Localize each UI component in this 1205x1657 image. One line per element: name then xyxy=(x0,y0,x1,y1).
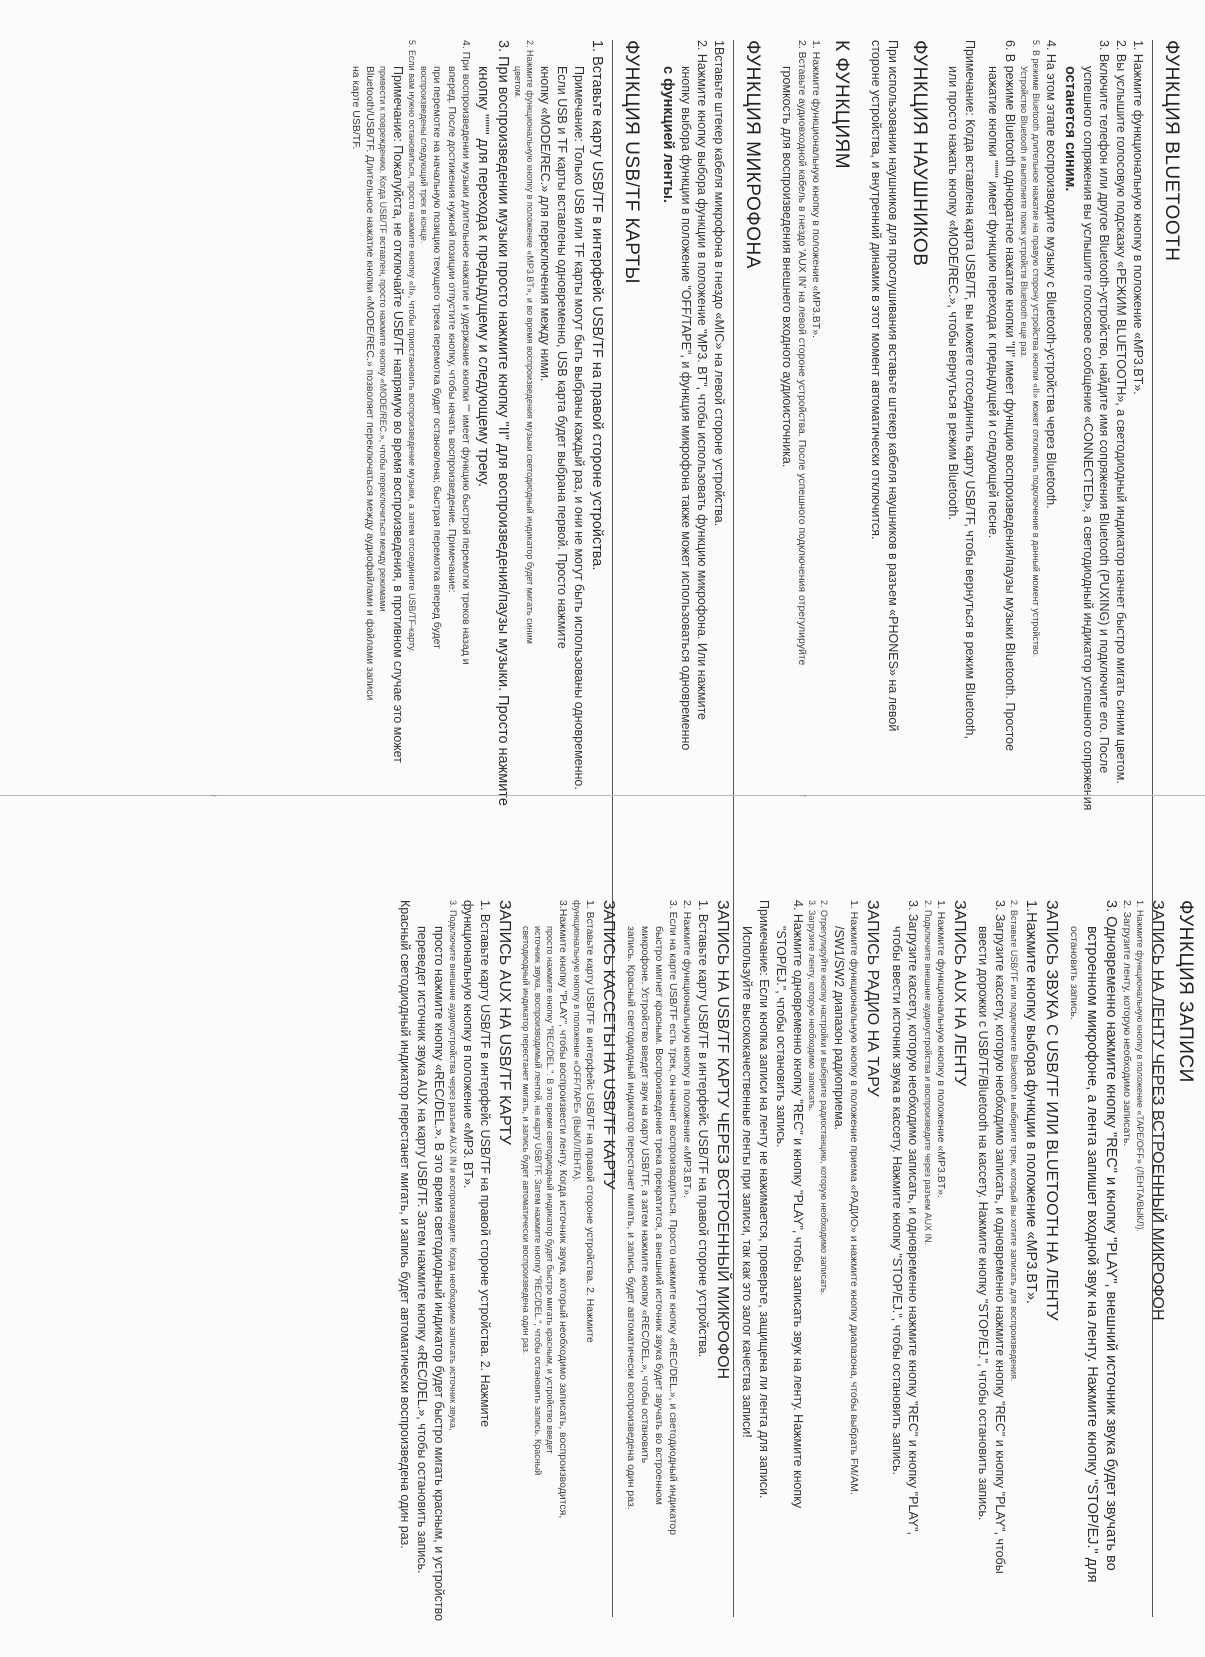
rec-radio-step-2: 2. Отрегулируйте кнопку настройки и выберите радиостанцию, которую необходимо записать. xyxy=(818,900,829,1296)
bt-step-6-cont: нажатие кнопки """" имеет функцию перехода к предыдущей и следующей песне. xyxy=(986,66,1001,539)
bt-step-3: 3. Включите телефон или другое Bluetooth-устройство, найдите имя сопряжения Bluetooth (PUXING) и подключите его. После xyxy=(1097,40,1112,774)
rec-aux-usb-step-1: 1. Вставьте карту USB/TF в интерфейс USB/TF на правой стороне устройства. 2. Нажмите xyxy=(478,900,493,1428)
subsection-title-tape-usb: ЗАПИСЬ КАССЕТЫ НА USB/TF КАРТУ xyxy=(599,900,617,1190)
rec-radio-note: Примечание: Если кнопка записи на ленту не нажимается, проверьте, защищена ли лента для записи. xyxy=(756,900,771,1499)
bt-step-2: 2. Вы услышите голосовую подсказку «РЕЖИМ BLUETOOTH», а светодиодный индикатор начнет быстро мигать синим цветом. xyxy=(1114,40,1129,784)
usb-step-2-cont: цветом. xyxy=(513,66,524,99)
usb-note-2-cont: привести к повреждению. Когда USB/TF вставлен, просто нажмите кнопку «MODE/REC.», чтобы переключиться между режимами xyxy=(378,66,389,612)
bt-step-3-cont: успешного сопряжения вы услышите голосовое сообщение «CONNECTED», а светодиодный индикатор успешного сопряжения xyxy=(1080,66,1095,811)
rec-radio-step-4-cont: "STOP/EJ.", чтобы остановить запись. xyxy=(773,926,788,1148)
rec-usb-tape-step-2: 2. Вставьте USB/TF или подключите Bluetooth и выберите трек, который вы хотите записать для воспроизведения. xyxy=(1009,900,1020,1382)
bt-note-cont: или просто нажать кнопку «MODE/REC.», чтобы вернуться в режим Bluetooth. xyxy=(946,66,961,520)
rec-aux-usb-step-3-cont2: переведет источник звука AUX на карту USB/TF. Затем нажмите кнопку «REC/DEL.», чтобы остановить запись. xyxy=(415,926,430,1574)
rec-tape-usb-step-3-end: светодиодный индикатор перестанет мигать, и запись будет автоматически воспроизведена один раз. xyxy=(521,926,532,1355)
usb-note-2-end: на карте USB/TF. xyxy=(349,66,362,150)
usb-step-4: 4. При воспроизведении музыки длительное нажатие и удержание кнопки "" имеет функцию быстрой перемотки треков назад и xyxy=(459,40,472,665)
usb-step-2: 2. Нажмите функциональную кнопку в положение «MP3.BT», и во время воспроизведения музыки светодиодный индикатор будет мигать синим xyxy=(525,40,536,644)
rec-aux-usb-step-1-cont: функциональную кнопку в положение «MP3. BT». xyxy=(461,900,476,1189)
section-title-microphone: ФУНКЦИЯ МИКРОФОНА xyxy=(733,40,764,1617)
rec-usb-tape-step-3: 3. Загрузите кассету, которую необходимо записать, и одновременно нажмите кнопку "REC" и кнопку "PLAY", чтобы xyxy=(993,900,1008,1574)
mic-step-2-end: с функцией ленты. xyxy=(659,66,676,203)
usb-note-1-cont: Если USB и TF карты вставлены одновременно, USB карта будет выбрана первой. Просто нажмите xyxy=(554,66,569,649)
bt-step-5-cont: Устройство Bluetooth и выполните поиск устройств Bluetooth еще раз. xyxy=(1019,66,1030,359)
bt-step-3-end: останется синим. xyxy=(1061,66,1078,192)
subsection-title-usb-mic: ЗАПИСЬ НА USB/TF КАРТУ ЧЕРЕЗ ВСТРОЕННЫЙ МИКРОФОН xyxy=(714,900,732,1380)
bt-step-1: 1. Нажмите функциональную кнопку в положение «MP3.BT». xyxy=(1131,40,1146,395)
rec-tape-mic-step-3-cont: встроенном микрофоне, а лента запишет входной звук на ленту. Нажмите кнопку "STOP/EJ." для xyxy=(1083,926,1100,1583)
usb-step-1: 1. Вставьте карту USB/TF в интерфейс USB/TF на правой стороне устройства. xyxy=(589,40,606,571)
usb-step-4-cont2: при перемотке на начальную позицию текущего трека перемотка будет остановлена; быстрая перемотка вперед будет xyxy=(431,66,444,649)
rec-aux-usb-step-3: 3. Подключите внешние аудиоустройства через разъем AUX IN и воспроизведите. Когда необходимо записать источник звука, xyxy=(448,900,459,1431)
rec-tape-mic-step-2: 2. Загрузите ленту, которую необходимо записать. xyxy=(1121,900,1134,1147)
rec-usb-tape-step-1: 1.Нажмите кнопку выбора функции в положение «MP3.BT». xyxy=(1023,900,1040,1304)
headphones-text: При использовании наушников для прослушивания вставьте штекер кабеля наушников в разъем «PHONES» на левой xyxy=(885,40,900,732)
bt-step-4: 4. На этом этапе воспроизводите музыку с Bluetooth-устройства через Bluetooth. xyxy=(1044,40,1059,509)
rec-aux-usb-step-3-end: Красный светодиодный индикатор перестанет мигать, и запись будет автоматически воспроизведена один раз. xyxy=(398,900,413,1549)
rec-radio-step-4: 4. Нажмите одновременно кнопку "REC" и кнопку "PLAY", чтобы записать звук на ленту. Нажмите кнопку xyxy=(790,900,805,1509)
rec-usb-mic-step-3-end: запись. Красный светодиодный индикатор перестанет мигать, и запись будет автоматически воспроизведена один раз. xyxy=(624,926,637,1510)
rec-usb-mic-step-3-cont2: микрофоне. Устройство введет звук на карту USB/TF, а затем нажмите кнопку «REC/DEL.», чтобы остановить xyxy=(638,926,651,1464)
subsection-title-radio-tape: ЗАПИСЬ РАДИО НА ТАРУ xyxy=(863,900,881,1097)
rec-tape-usb-step-3-cont2: источник звука, воспроизводимый лентой, на карту USB/TF. Затем нажмите кнопку "REC/DEL.", чтобы остановить запись. Красный xyxy=(533,926,544,1476)
rec-radio-step-3: 3. Загрузите ленту, которую необходимо записать. xyxy=(806,900,817,1112)
usb-step-4-cont: вперед. После достижения нужной позиции отпустите кнопку, чтобы начать воспроизведение. Примечание: xyxy=(445,66,458,593)
aux-step-2: 2. Вставьте аудиовходной кабель в гнездо 'AUX IN' на левой стороне устройства. После успешного подключения отрегулируйте xyxy=(796,40,809,666)
rec-aux-tape-step-3-cont: чтобы ввести источник звука в кассету. Нажмите кнопку "STOP/EJ.", чтобы остановить запись. xyxy=(889,926,904,1475)
rec-usb-tape-step-3-cont: ввести дорожки с USB/TF/Bluetooth на кассету. Нажмите кнопку "STOP/EJ.", чтобы остановить запись. xyxy=(976,926,991,1521)
rec-aux-tape-step-1: 1. Нажмите функциональную кнопку в положение «MP3.BT». xyxy=(934,900,947,1198)
rec-usb-mic-step-3-cont: быстро мигнет красным. Воспроизведение трека прекратится, а внешний источник звука будет звучать во встроенном xyxy=(653,926,666,1505)
rec-tape-usb-step-1: 1. Вставьте карту USB/TF в интерфейс USB/TF на правой стороне устройства. 2. Нажмите xyxy=(583,900,596,1343)
rec-radio-step-1: 1. Нажмите функциональную кнопку в положение приема «РАДИО» и нажмите кнопку диапазона, чтобы выбрать FM/AM. xyxy=(847,900,860,1495)
rec-tape-usb-step-1-cont: функциональную кнопку в положение «OFF/TAPE» (ВЫКЛ/ЛЕНТА). xyxy=(571,900,582,1182)
usb-step-4-end: воспроизведены следующий трек в конце. xyxy=(419,66,430,244)
usb-note-2: Примечание: Пожалуйста, не отключайте USB/TF напрямую во время воспроизведения, в противном случае это может xyxy=(390,66,405,763)
rec-tape-mic-step-3: 3. Одновременно нажмите кнопку "REC" и кнопку "PLAY", внешний источник звука будет звучать во xyxy=(1103,900,1120,1571)
usb-note-2-cont2: Bluetooth/USB/TF. Длительное нажатие кнопки «MODE/REC.» позволяет переключаться между аудиофайлами и файлами записи xyxy=(363,66,376,701)
headphones-text-cont: стороне устройства, и внутренний динамик в этот момент автоматически отключится. xyxy=(868,40,883,540)
rec-aux-usb-step-3-cont: просто нажмите кнопку «REC/DEL.». В это время светодиодный индикатор будет быстро мигать красным, и устройство xyxy=(432,926,447,1622)
bt-step-6: 6. В режиме Bluetooth однократное нажатие кнопки "II" имеет функцию воспроизведения/паузы музыки Bluetooth. Простое xyxy=(1003,40,1018,752)
usb-step-3: 3. При воспроизведении музыки просто нажмите кнопку "II" для воспроизведения/паузы музыки. Просто нажмите xyxy=(494,40,511,806)
usb-step-5: 5. Если вам нужно остановиться, просто нажмите кнопку «II», чтобы приостановить воспроизведение музыки, а затем отсоедините USB/TF-карту. xyxy=(407,40,418,653)
fold-mark: ~ xyxy=(210,789,218,803)
rec-usb-mic-step-3: 3. Если на карте USB/TF есть трек, он начнет воспроизводиться. Просто нажмите кнопку «REC/DEL.», и светодиодный индикатор xyxy=(667,900,680,1536)
rec-tape-usb-step-3-cont: просто нажмите кнопку "REC/DEL.". В это время светодиодный индикатор будет быстро мигать красным, и устройство введет xyxy=(545,926,556,1454)
bt-note: Примечание: Когда вставлена карта USB/TF, вы можете отсоединить карту USB/TF, чтобы вернуться в режим Bluetooth, xyxy=(963,40,978,739)
section-title-recording: ФУНКЦИЯ ЗАПИСИ xyxy=(1175,900,1196,1083)
rec-radio-note-cont: Используйте высококачественные ленты при записи, так как это залог качества записи! xyxy=(739,926,754,1438)
page-fold-line xyxy=(0,795,1205,796)
usb-note-1: Примечание: Только USB или TF карты могут быть выбраны каждый раз, и они не могут быть использованы одновременно. xyxy=(571,66,586,790)
bt-step-5: 5. В режиме Bluetooth длительное нажатие на правую сторону устройства кнопки «II» может отключить подключение в данный момент устройство. xyxy=(1031,40,1042,658)
rec-usb-mic-step-2: 2. Нажмите функциональную кнопку в положение «MP3.BT». xyxy=(681,900,694,1198)
rec-tape-mic-step-3-end: остановить запись. xyxy=(1068,926,1081,1020)
subsection-title-usb-bt-tape: ЗАПИСЬ ЗВУКА С USB/TF ИЛИ BLUETOOTH НА ЛЕНТУ xyxy=(1042,900,1060,1321)
subsection-title-aux-tape: ЗАПИСЬ AUX НА ЛЕНТУ xyxy=(950,900,968,1087)
aux-step-2-cont: громкость для воспроизведения внешнего входного аудиоисточника. xyxy=(779,66,794,468)
subsection-title-aux-usb: ЗАПИСЬ AUX НА USB/TF КАРТУ xyxy=(495,900,513,1145)
mic-step-2: 2. Нажмите кнопку выбора функции в положение "MP3. BT", чтобы использовать функцию микрофона. Или нажмите xyxy=(695,40,710,720)
subsection-title-tape-mic: ЗАПИСЬ НА ЛЕНТУ ЧЕРЕЗ ВСТРОЕННЫЙ МИКРОФОН xyxy=(1149,900,1167,1321)
usb-note-1-end: кнопку «MODE/REC.» для переключения между ними. xyxy=(538,66,553,382)
manual-panel-recording xyxy=(398,860,1205,1657)
section-title-usb: ФУНКЦИЯ USB/TF КАРТЫ xyxy=(612,40,643,1617)
rec-aux-tape-step-2: 2. Подключите внешние аудиоустройства и воспроизведите через разъем AUX IN. xyxy=(922,900,933,1246)
aux-step-1: 1. Нажмите функциональную кнопку в положение «MP3.BT». xyxy=(810,40,823,338)
rec-tape-usb-step-3: 3.Нажмите кнопку "PLAY", чтобы воспроизвести ленту. Когда источник звука, который необходимо записать, воспроизводится, xyxy=(557,900,570,1519)
section-title-headphones: ФУНКЦИЯ НАУШНИКОВ xyxy=(908,40,930,267)
mic-step-2-cont: кнопку выбора функции в положение "OFF/TAPE", и функция микрофона также может использоваться одновременно xyxy=(678,66,693,751)
section-title-aux: К ФУНКЦИЯМ xyxy=(831,40,853,170)
rec-usb-mic-step-1: 1. Вставьте карту USB/TF в интерфейс USB/TF на правой стороне устройства. xyxy=(696,900,711,1358)
fold-mark: ~ xyxy=(800,789,808,803)
mic-step-1: 1Вставьте штекер кабеля микрофона в гнездо «MIC» на левой стороне устройства. xyxy=(712,40,727,527)
rec-radio-step-1-cont: /SW1/SW2 диапазон радиоприема. xyxy=(831,926,846,1131)
usb-step-3-cont: кнопку """" для перехода к предыдущему и следующему треку. xyxy=(475,66,492,487)
rec-tape-mic-step-1: 1. Нажмите функциональную кнопку в положение «TAPE/OFF» (ЛЕНТА/ВЫКЛ). xyxy=(1135,900,1146,1232)
section-title-bluetooth: ФУНКЦИЯ BLUETOOTH xyxy=(1152,40,1183,1617)
rec-aux-tape-step-3: 3. Загрузите кассету, которую необходимо записать, и одновременно нажмите кнопку "REC" и кнопку "PLAY", xyxy=(906,900,921,1536)
